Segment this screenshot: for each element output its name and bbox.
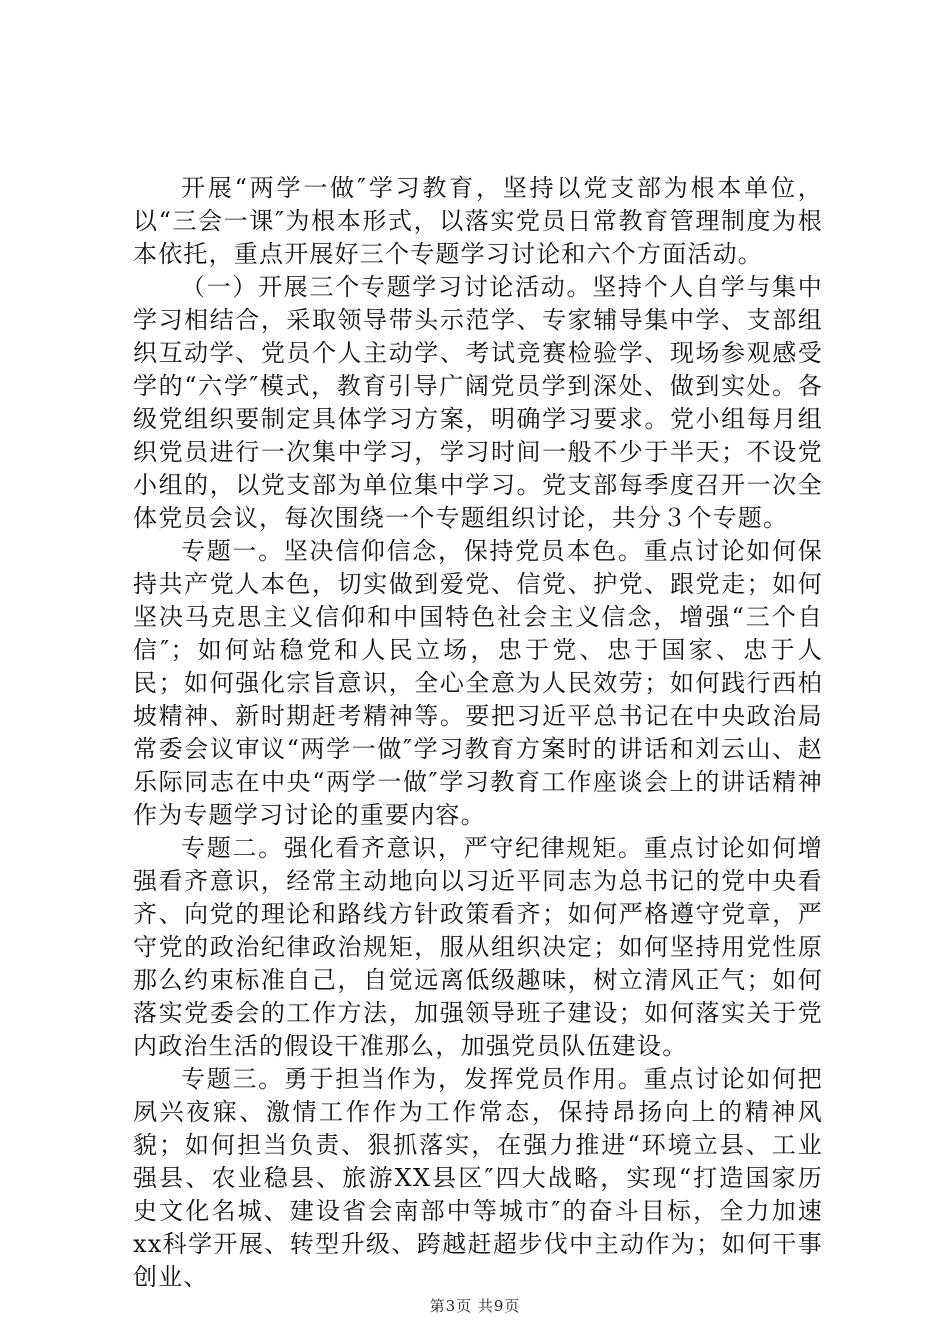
paragraph-intro: 开展“两学一做″学习教育，坚持以党支部为根本单位，以“三会一课″为根本形式，以落实党员日常教育管理制度为根本依托，重点开展好三个专题学习讨论和六个方面活动。 bbox=[133, 174, 823, 268]
paragraph-topic-three: 专题三。勇于担当作为，发挥党员作用。重点讨论如何把夙兴夜寐、激情工作作为工作常态，保持昂扬向上的精神风貌；如何担当负责、狠抓落实，在强力推进“环境立县、工业强县、农业稳县、旅游XX县区″四大战略，实现“打造国家历史文化名城、建设省会南部中等城市″的奋斗目标，全力加速xx科学开展、转型升级、跨越赶超步伐中主动作为；如何干事创业、 bbox=[133, 1065, 823, 1291]
paragraph-section-one: （一）开展三个专题学习讨论活动。坚持个人自学与集中学习相结合，采取领导带头示范学、专家辅导集中学、支部组织互动学、党员个人主动学、考试竞赛检验学、现场参观感受学的“六学″模式，教育引导广阔党员学到深处、做到实处。各级党组织要制定具体学习方案，明确学习要求。党小组每月组织党员进行一次集中学习，学习时间一般不少于半天；不设党小组的，以党支部为单位集中学习。党支部每季度召开一次全体党员会议，每次围绕一个专题组织讨论，共分３个专题。 bbox=[133, 273, 823, 532]
paragraph-topic-two: 专题二。强化看齐意识，严守纪律规矩。重点讨论如何增强看齐意识，经常主动地向以习近平同志为总书记的党中央看齐、向党的理论和路线方针政策看齐；如何严格遵守党章，严守党的政治纪律政治规矩，服从组织决定；如何坚持用党性原那么约束标准自己，自觉远离低级趣味，树立清风正气；如何落实党委会的工作方法，加强领导班子建设；如何落实关于党内政治生活的假设干准那么，加强党员队伍建设。 bbox=[133, 834, 823, 1060]
document-body bbox=[133, 172, 823, 1294]
page-number-footer: 第3页 共9页 bbox=[429, 1297, 521, 1315]
paragraph-topic-one: 专题一。坚决信仰信念，保持党员本色。重点讨论如何保持共产党人本色，切实做到爱党、信党、护党、跟党走；如何坚决马克思主义信仰和中国特色社会主义信念，增强“三个自信″；如何站稳党和人民立场，忠于党、忠于国家、忠于人民；如何强化宗旨意识，全心全意为人民效劳；如何践行西柏坡精神、新时期赶考精神等。要把习近平总书记在中央政治局常委会议审议“两学一做″学习教育方案时的讲话和刘云山、赵乐际同志在中央“两学一做″学习教育工作座谈会上的讲话精神作为专题学习讨论的重要内容。 bbox=[133, 537, 823, 829]
